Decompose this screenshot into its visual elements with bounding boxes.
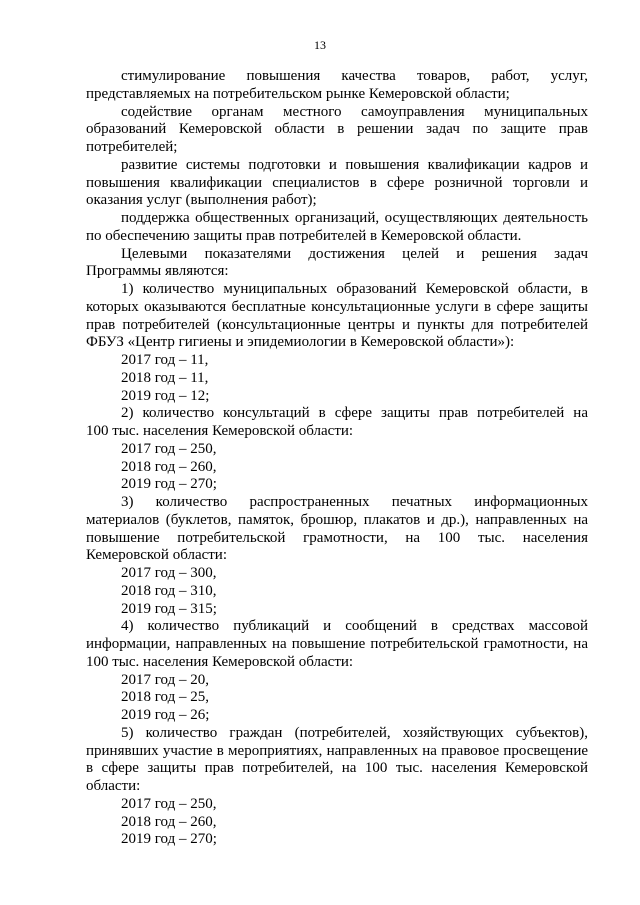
text-line: информации, направленных на повышение потребительской грамотности, на (86, 636, 588, 652)
text-line: 2017 год – 300, (121, 565, 217, 581)
text-line: 2019 год – 12; (121, 387, 210, 404)
text-line: представляемых на потребительском рынке Кемеровской области; (86, 85, 510, 102)
text-line: Программы являются: (86, 263, 229, 280)
text-line: Целевыми показателями достижения целей и решения задач (121, 245, 588, 262)
text-line: 2018 год – 260, (121, 458, 217, 475)
text-line: области: (86, 778, 141, 794)
text-line: 4) количество публикаций и сообщений в средствах массовой (121, 618, 588, 635)
text-line: Кемеровской области: (86, 547, 228, 564)
text-line: 2018 год – 11, (121, 369, 209, 386)
text-line: которых оказываются бесплатные консультационные услуги в сфере защиты (86, 298, 588, 315)
text-line: 2017 год – 11, (121, 352, 209, 368)
text-line: повышение потребительской грамотности, на 100 тыс. населения (86, 529, 588, 546)
text-line: 1) количество муниципальных образований Кемеровской области, в (121, 281, 588, 297)
text-line: ФБУЗ «Центр гигиены и эпидемиологии в Кемеровской области»): (86, 334, 515, 351)
text-line: 5) количество граждан (потребителей, хозяйствующих субъектов), (121, 724, 588, 741)
text-line: 2019 год – 270; (121, 831, 217, 848)
text-line: 2017 год – 250, (121, 440, 217, 457)
text-line: материалов (буклетов, памяток, брошюр, плакатов и др.), направленных на (86, 511, 588, 528)
text-line: оказания услуг (выполнения работ); (86, 192, 317, 209)
text-line: по обеспечению защиты прав потребителей в Кемеровской области. (86, 227, 522, 244)
text-line: поддержка общественных организаций, осуществляющих деятельность (121, 210, 588, 226)
text-line: потребителей; (86, 139, 178, 155)
text-line: 2018 год – 25, (121, 689, 209, 706)
text-line: прав потребителей (консультационные центры и пункты для потребителей (86, 316, 588, 333)
text-line: повышения квалификации специалистов в сфере розничной торговли и (86, 174, 588, 191)
text-line: развитие системы подготовки и повышения квалификации кадров и (121, 156, 588, 173)
text-line: 2019 год – 26; (121, 707, 210, 723)
page-number: 13 (314, 38, 326, 52)
text-line: 100 тыс. населения Кемеровской области: (86, 653, 354, 670)
text-line: в сфере защиты прав потребителей, на 100 тыс. населения Кемеровской (86, 760, 588, 777)
text-line: 3) количество распространенных печатных информационных (121, 494, 588, 510)
text-line: образований Кемеровской области в решении задач по защите прав (86, 121, 588, 138)
text-line: 2017 год – 250, (121, 795, 217, 812)
document-body (86, 68, 588, 849)
text-line: 2019 год – 315; (121, 600, 217, 617)
text-line: 2018 год – 310, (121, 582, 217, 599)
text-line: принявших участие в мероприятиях, направленных на правовое просвещение (86, 742, 588, 759)
text-line: 100 тыс. населения Кемеровской области: (86, 423, 354, 439)
text-line: содействие органам местного самоуправления муниципальных (121, 103, 588, 120)
text-line: стимулирование повышения качества товаров, работ, услуг, (121, 68, 588, 84)
text-line: 2019 год – 270; (121, 476, 217, 493)
text-line: 2018 год – 260, (121, 813, 217, 830)
text-line: 2017 год – 20, (121, 671, 209, 688)
text-line: 2) количество консультаций в сфере защиты прав потребителей на (121, 405, 588, 422)
